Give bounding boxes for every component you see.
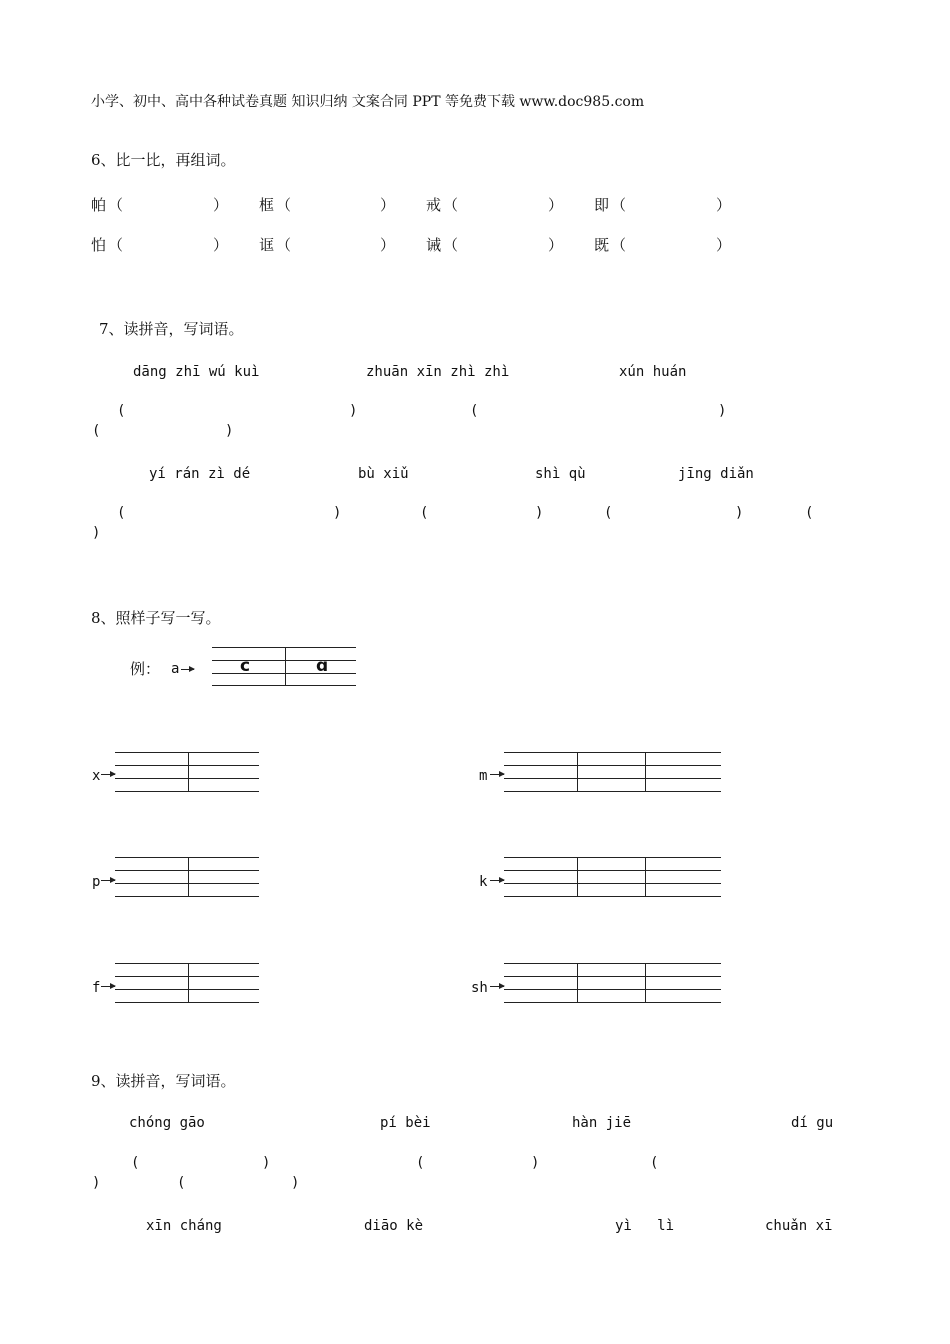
- grid-line: [115, 963, 259, 964]
- arrow-icon: [101, 774, 115, 775]
- grid-line: [504, 778, 721, 779]
- grid-line: [115, 896, 259, 897]
- paren-close: ): [718, 403, 727, 419]
- grid-line: [115, 857, 259, 858]
- grid-line: [504, 963, 721, 964]
- grid-divider: [645, 857, 646, 897]
- q9-title: 9、读拼音，写词语。: [91, 1072, 236, 1090]
- q6-char: 诫: [426, 236, 442, 254]
- grid-line: [504, 989, 721, 990]
- writing-grid[interactable]: [504, 963, 721, 1003]
- paren-close: ）: [548, 236, 564, 254]
- paren-close: ）: [716, 196, 732, 214]
- arrow-icon: [101, 986, 115, 987]
- q6-char: 框: [259, 196, 275, 214]
- grid-line: [115, 752, 259, 753]
- q8-letter: sh: [471, 980, 488, 996]
- grid-line: [504, 791, 721, 792]
- q7-pinyin: xún huán: [619, 364, 687, 380]
- paren-close: ): [333, 505, 342, 521]
- grid-line: [504, 765, 721, 766]
- arrow-icon: [101, 880, 115, 881]
- page-header: 小学、初中、高中各种试卷真题 知识归纳 文案合同 PPT 等免费下载 www.doc985.com: [91, 94, 645, 110]
- paren-open: (: [604, 505, 613, 521]
- grid-line: [115, 976, 259, 977]
- paren-close: ): [531, 1155, 540, 1171]
- q9-pinyin: xīn cháng: [146, 1218, 222, 1234]
- paren-close: ）: [213, 236, 229, 254]
- grid-line: [115, 883, 259, 884]
- q8-letter: x: [92, 768, 101, 784]
- paren-close: ): [92, 525, 101, 541]
- paren-close: ）: [380, 196, 396, 214]
- writing-grid[interactable]: [115, 857, 259, 897]
- paren-open: (: [805, 505, 814, 521]
- grid-line: [504, 752, 721, 753]
- grid-line: [212, 673, 356, 674]
- q7-pinyin: jīng diǎn: [678, 466, 754, 482]
- q9-pinyin: chóng gāo: [129, 1115, 205, 1131]
- grid-line: [212, 647, 356, 648]
- grid-line: [504, 883, 721, 884]
- q9-pinyin: pí bèi: [380, 1115, 431, 1131]
- q7-pinyin: zhuān xīn zhì zhì: [366, 364, 510, 380]
- grid-divider: [188, 752, 189, 792]
- q7-pinyin: shì qù: [535, 466, 586, 482]
- writing-grid[interactable]: [115, 963, 259, 1003]
- paren-open: (: [117, 403, 126, 419]
- q7-pinyin: yí rán zì dé: [149, 466, 251, 482]
- grid-divider: [645, 963, 646, 1003]
- paren-open: (: [650, 1155, 659, 1171]
- arrow-icon: [490, 986, 504, 987]
- grid-divider: [285, 647, 286, 686]
- writing-grid[interactable]: [504, 752, 721, 792]
- grid-divider: [577, 857, 578, 897]
- paren-close: ): [291, 1175, 300, 1191]
- grid-line: [115, 989, 259, 990]
- paren-open: (: [420, 505, 429, 521]
- q6-char: 既: [594, 236, 610, 254]
- grid-divider: [577, 963, 578, 1003]
- paren-open: （: [443, 236, 459, 254]
- arrow-icon: [181, 669, 194, 670]
- q6-char: 诓: [259, 236, 275, 254]
- paren-open: （: [611, 196, 627, 214]
- q9-pinyin: hàn jiē: [572, 1115, 632, 1131]
- paren-open: （: [276, 196, 292, 214]
- grid-divider: [188, 857, 189, 897]
- q8-letter: p: [92, 874, 101, 890]
- paren-close: ): [225, 423, 234, 439]
- grid-divider: [188, 963, 189, 1003]
- paren-close: ): [735, 505, 744, 521]
- q9-pinyin: yì lì: [615, 1218, 675, 1234]
- arrow-icon: [490, 880, 504, 881]
- paren-close: ）: [380, 236, 396, 254]
- q7-pinyin: bù xiǔ: [358, 466, 409, 482]
- q8-example-grid: [212, 647, 356, 686]
- writing-grid[interactable]: [504, 857, 721, 897]
- grid-line: [115, 778, 259, 779]
- q8-example-letter: a: [171, 661, 180, 677]
- q7-title: 7、读拼音，写词语。: [99, 320, 244, 338]
- q6-char: 帕: [91, 196, 107, 214]
- paren-close: ): [262, 1155, 271, 1171]
- example-answer: c: [240, 656, 251, 676]
- paren-close: ): [349, 403, 358, 419]
- grid-line: [212, 660, 356, 661]
- paren-open: (: [92, 423, 101, 439]
- grid-line: [115, 870, 259, 871]
- paren-open: （: [611, 236, 627, 254]
- grid-line: [504, 1002, 721, 1003]
- grid-line: [115, 1002, 259, 1003]
- q8-example-label: 例：: [130, 660, 161, 678]
- q9-pinyin: diāo kè: [364, 1218, 424, 1234]
- q8-letter: m: [479, 768, 488, 784]
- grid-line: [115, 791, 259, 792]
- paren-open: (: [131, 1155, 140, 1171]
- q6-char: 戒: [426, 196, 442, 214]
- paren-open: （: [276, 236, 292, 254]
- paren-open: （: [443, 196, 459, 214]
- paren-close: ）: [716, 236, 732, 254]
- paren-open: （: [108, 236, 124, 254]
- paren-open: (: [117, 505, 126, 521]
- grid-line: [504, 857, 721, 858]
- paren-close: ): [92, 1175, 101, 1191]
- paren-open: （: [108, 196, 124, 214]
- q8-letter: f: [92, 980, 101, 996]
- writing-grid[interactable]: [115, 752, 259, 792]
- grid-divider: [645, 752, 646, 792]
- arrow-icon: [490, 774, 504, 775]
- example-answer: ɑ: [316, 656, 329, 676]
- q8-letter: k: [479, 874, 488, 890]
- grid-divider: [577, 752, 578, 792]
- q6-char: 怕: [91, 236, 107, 254]
- paren-close: ): [535, 505, 544, 521]
- q8-title: 8、照样子写一写。: [91, 609, 221, 627]
- grid-line: [504, 976, 721, 977]
- grid-line: [115, 765, 259, 766]
- grid-line: [504, 896, 721, 897]
- q6-title: 6、比一比，再组词。: [91, 151, 236, 169]
- paren-close: ）: [213, 196, 229, 214]
- paren-open: (: [470, 403, 479, 419]
- paren-open: (: [416, 1155, 425, 1171]
- grid-line: [212, 685, 356, 686]
- grid-line: [504, 870, 721, 871]
- q6-char: 即: [594, 196, 610, 214]
- paren-close: ）: [548, 196, 564, 214]
- q7-pinyin: dāng zhī wú kuì: [133, 364, 260, 380]
- q9-pinyin: chuǎn xī: [765, 1218, 833, 1234]
- paren-open: (: [177, 1175, 186, 1191]
- q9-pinyin: dí gu: [791, 1115, 834, 1131]
